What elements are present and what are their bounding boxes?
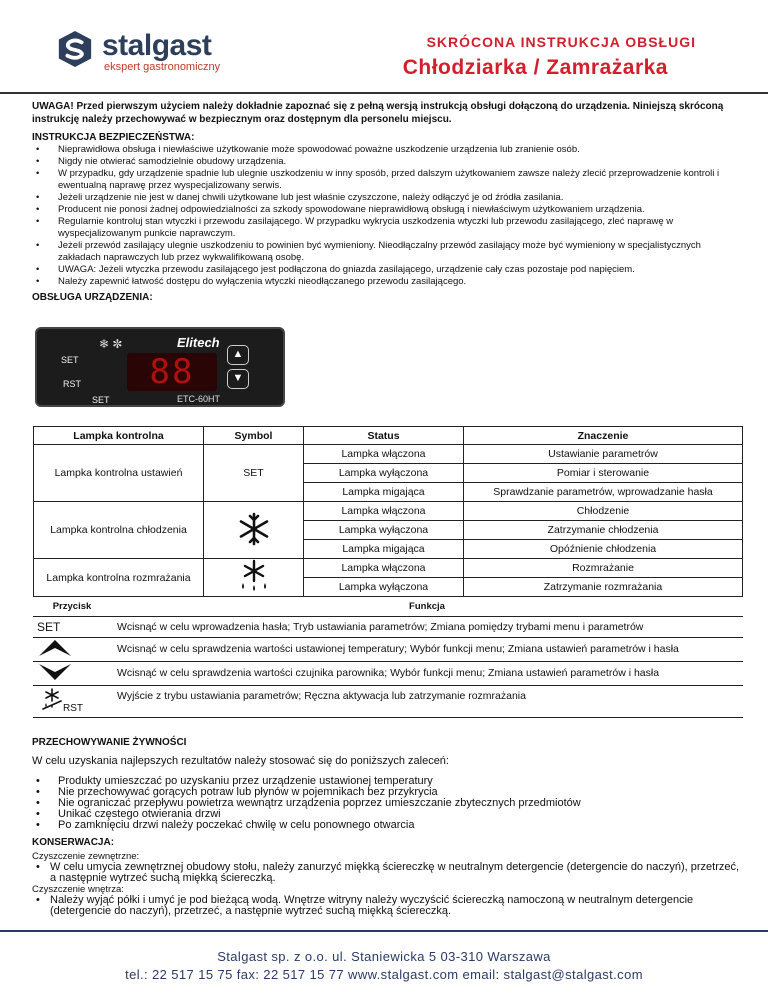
- header: [0, 0, 768, 90]
- lamp-symbol: [204, 559, 304, 597]
- header-divider: [0, 92, 768, 94]
- lamp-status: Lampka wyłączona: [304, 464, 464, 483]
- defrost-rst-icon: [41, 688, 63, 710]
- snowflake-icon: [236, 511, 272, 547]
- stalgast-logo-mark-icon: [56, 30, 94, 68]
- list-item: • Nieprawidłowa obsługa i niewłaściwe użytkowanie może spowodować poważne uszkodzenie urządzenia lub zranienie osób.: [32, 144, 742, 156]
- device-down-button: ▼: [227, 369, 249, 389]
- table-row: [33, 685, 743, 717]
- table-row: [34, 445, 743, 464]
- list-item: • Należy wyjąć półki i umyć je pod bieżącą wodą. Wnętrze witryny należy wyczyścić ściereczką namoczoną w neutralnym detergencie (detergencie do naczyń), przetrzeć, a następnie wytrzeć suchą miękką ściereczką.: [32, 895, 742, 917]
- list-item: • UWAGA: Jeżeli wtyczka przewodu zasilającego jest podłączona do gniazda zasilającego, urządzenie cały czas pozostaje pod napięciem.: [32, 264, 742, 276]
- lamp-name: Lampka kontrolna ustawień: [34, 445, 204, 502]
- button-function: Wcisnąć w celu sprawdzenia wartości czujnika parownika; Wybór funkcji menu; Zmiana ustawień parametrów i hasła: [111, 661, 743, 685]
- storage-list: [32, 776, 742, 831]
- lamp-meaning: Pomiar i sterowanie: [464, 464, 743, 483]
- list-item: • W celu umycia zewnętrznej obudowy stołu, należy zanurzyć miękką ściereczkę w neutralnym detergencie (detergencie do naczyń), przetrzeć, a następnie wytrzeć suchą miękką ściereczką.: [32, 862, 742, 884]
- lamp-status: Lampka włączona: [304, 559, 464, 578]
- footer-divider: [0, 930, 768, 932]
- lamp-meaning: Ustawianie parametrów: [464, 445, 743, 464]
- table-row: [34, 559, 743, 578]
- document-subtitle: SKRÓCONA INSTRUKCJA OBSŁUGI: [426, 34, 696, 50]
- operation-heading: OBSŁUGA URZĄDZENIA:: [32, 292, 153, 303]
- list-item: • Nie przechowywać gorących potraw lub płynów w pojemnikach bez przykrycia: [32, 787, 742, 798]
- table-row: [33, 616, 743, 637]
- footer-contact: tel.: 22 517 15 75 fax: 22 517 15 77 www.stalgast.com email: stalgast@stalgast.com: [125, 967, 643, 982]
- lamp-status: Lampka włączona: [304, 502, 464, 521]
- lamp-meaning: Zatrzymanie chłodzenia: [464, 521, 743, 540]
- inner-cleaning-label: Czyszczenie wnętrza:: [32, 884, 124, 895]
- table-header: Funkcja: [111, 598, 743, 616]
- lamp-name: Lampka kontrolna chłodzenia: [34, 502, 204, 559]
- list-item: • Nie ograniczać przepływu powietrza wewnątrz urządzenia poprzez umieszczanie zbytecznych przedmiotów: [32, 798, 742, 809]
- safety-heading: INSTRUKCJA BEZPIECZEŃSTWA:: [32, 132, 195, 143]
- button-key: [33, 637, 111, 661]
- list-item: • Unikać częstego otwierania drzwi: [32, 809, 742, 820]
- warning-body: Przed pierwszym użyciem należy dokładnie zapoznać się z pełną wersją instrukcją obsługi dołączoną do urządzenia. Niniejszą skróconą instrukcję należy przechowywać w bezpiecznym oraz dostępnym dla personelu miejscu.: [32, 101, 724, 125]
- lamp-meaning: Chłodzenie: [464, 502, 743, 521]
- table-header: Lampka kontrolna: [34, 427, 204, 445]
- storage-heading: PRZECHOWYWANIE ŻYWNOŚCI: [32, 737, 187, 748]
- list-item: • Jeżeli przewód zasilający ulegnie uszkodzeniu to powinien być wymieniony. Nieodłączalny przewód zasilający może być wymieniony w specjalistycznych zakładach naprawczych lub przez wykwalifikowaną osobę.: [32, 240, 742, 264]
- table-row: [34, 502, 743, 521]
- device-up-button: ▲: [227, 345, 249, 365]
- device-display: 88: [127, 353, 217, 391]
- arrow-up-icon: [37, 638, 73, 658]
- button-function: Wcisnąć w celu wprowadzenia hasła; Tryb ustawiania parametrów; Zmiana pomiędzy trybami menu i parametrów: [111, 616, 743, 637]
- controller-device-image: [35, 327, 285, 407]
- device-model: ETC-60HT: [177, 394, 221, 404]
- table-row: [33, 637, 743, 661]
- list-item: • Produkty umieszczać po uzyskaniu przez urządzenie ustawionej temperatury: [32, 776, 742, 787]
- table-header-row: [34, 427, 743, 445]
- lamp-meaning: Rozmrażanie: [464, 559, 743, 578]
- warning-text: [32, 100, 742, 126]
- footer: [0, 948, 768, 984]
- safety-list: [32, 144, 742, 288]
- list-item: • Regularnie kontroluj stan wtyczki i przewodu zasilającego. W przypadku wykrycia uszkodzenia wtyczki lub przewodu zasilającego, zleć naprawę w wyspecjalizowanym punkcie naprawczym.: [32, 216, 742, 240]
- warning-lead: UWAGA!: [32, 101, 74, 112]
- lamp-status: Lampka włączona: [304, 445, 464, 464]
- device-brand: Elitech: [177, 335, 220, 350]
- footer-address: Stalgast sp. z o.o. ul. Staniewicka 5 03-310 Warszawa: [217, 949, 551, 964]
- list-item: • Należy zapewnić łatwość dostępu do wyłączenia wtyczki nieodłączanego przewodu zasilającego.: [32, 276, 742, 288]
- defrost-icon: [236, 559, 272, 593]
- storage-and-maintenance-section: [32, 737, 742, 917]
- brand-name: stalgast: [102, 29, 212, 62]
- lamp-status: Lampka migająca: [304, 483, 464, 502]
- table-header: Przycisk: [33, 598, 111, 616]
- button-key: SET: [33, 616, 111, 637]
- document-title: Chłodziarka / Zamrażarka: [402, 56, 668, 79]
- table-header-row: [33, 598, 743, 616]
- lamp-status: Lampka migająca: [304, 540, 464, 559]
- brand-tagline: ekspert gastronomiczny: [104, 61, 221, 73]
- list-item: • Nigdy nie otwierać samodzielnie obudowy urządzenia.: [32, 156, 742, 168]
- device-set-label: SET: [61, 355, 79, 365]
- table-header: Znaczenie: [464, 427, 743, 445]
- button-function: Wcisnąć w celu sprawdzenia wartości ustawionej temperatury; Wybór funkcji menu; Zmiana ustawień parametrów i hasła: [111, 637, 743, 661]
- table-header: Status: [304, 427, 464, 445]
- lamp-name: Lampka kontrolna rozmrażania: [34, 559, 204, 597]
- indicator-lamps-table: [33, 426, 743, 597]
- table-header: Symbol: [204, 427, 304, 445]
- table-row: [33, 661, 743, 685]
- button-key: [33, 685, 111, 717]
- list-item: • Jeżeli urządzenie nie jest w danej chwili użytkowane lub jest właśnie czyszczone, należy odłączyć je od źródła zasilania.: [32, 192, 742, 204]
- stalgast-logo: [56, 30, 256, 74]
- lamp-status: Lampka wyłączona: [304, 578, 464, 597]
- buttons-table: [33, 598, 743, 718]
- inner-cleaning-list: [32, 895, 742, 917]
- button-function: Wyjście z trybu ustawiania parametrów; Ręczna aktywacja lub zatrzymanie rozmrażania: [111, 685, 743, 717]
- list-item: • Producent nie ponosi żadnej odpowiedzialności za szkody spowodowane nieprawidłową obsługą i niewłaściwym użytkowaniem urządzenia.: [32, 204, 742, 216]
- lamp-status: Lampka wyłączona: [304, 521, 464, 540]
- button-key: [33, 661, 111, 685]
- list-item: • Po zamknięciu drzwi należy poczekać chwilę w celu ponownego otwarcia: [32, 820, 742, 831]
- rst-label: RST: [63, 702, 83, 714]
- snowflake-icon: ❄ ✼: [99, 337, 123, 351]
- arrow-down-icon: [37, 662, 73, 682]
- list-item: • W przypadku, gdy urządzenie spadnie lub ulegnie uszkodzeniu w inny sposób, przed dalszym użytkowaniem zawsze należy zlecić przeprowadzenie kontroli i ewentualną naprawę przez wyspecjalizowany serwis.: [32, 168, 742, 192]
- device-set-bottom-label: SET: [92, 395, 110, 405]
- outer-cleaning-list: [32, 862, 742, 884]
- intro-section: [32, 100, 742, 304]
- lamp-symbol: SET: [204, 445, 304, 502]
- lamp-meaning: Zatrzymanie rozmrażania: [464, 578, 743, 597]
- lamp-symbol: [204, 502, 304, 559]
- device-rst-label: RST: [63, 379, 81, 389]
- storage-intro: W celu uzyskania najlepszych rezultatów należy stosować się do poniższych zaleceń:: [32, 755, 449, 767]
- lamp-meaning: Sprawdzanie parametrów, wprowadzanie hasła: [464, 483, 743, 502]
- maintenance-heading: KONSERWACJA:: [32, 837, 115, 848]
- lamp-meaning: Opóźnienie chłodzenia: [464, 540, 743, 559]
- outer-cleaning-label: Czyszczenie zewnętrzne:: [32, 851, 140, 862]
